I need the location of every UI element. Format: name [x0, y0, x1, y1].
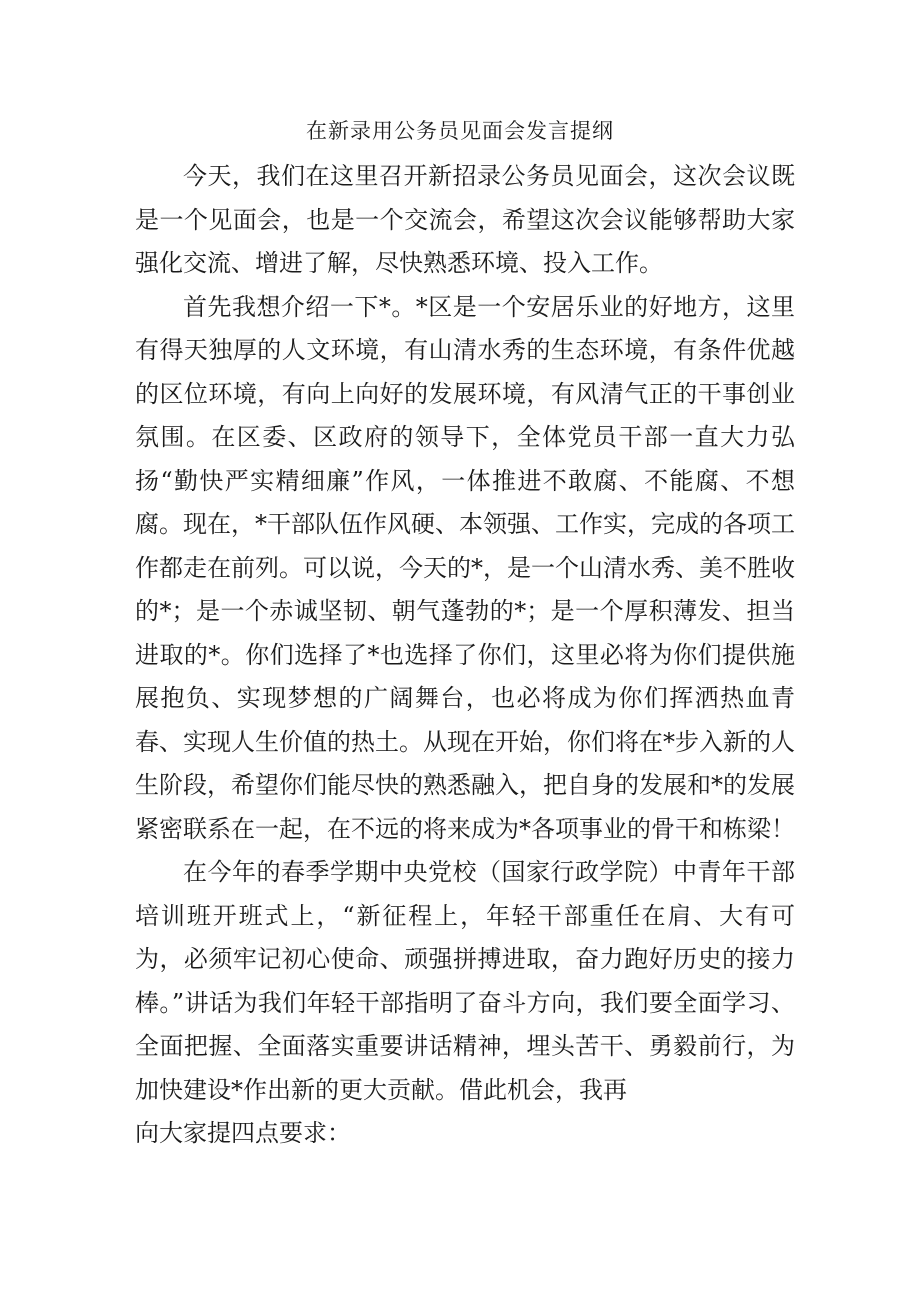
paragraph-intro: 今天，我们在这里召开新招录公务员见面会，这次会议既是一个见面会，也是一个交流会，希望这次会议能够帮助大家强化交流、增进了解，尽快熟悉环境、投入工作。: [135, 162, 795, 277]
paragraph-requirements-lead: 向大家提四点要求：: [135, 1119, 351, 1147]
paragraph-training-speech: 在今年的春季学期中央党校（国家行政学院）中青年干部培训班开班式上，“新征程上，年轻干部重任在肩、大有可为，必须牢记初心使命、顽强拼搏进取，奋力跑好历史的接力棒。”讲话为我们年轻干部指明了奋斗方向，我们要全面学习、全面把握、全面落实重要讲话精神，埋头苦干、勇毅前行，为加快建设*作出新的更大贡献。借此机会，我再: [135, 858, 795, 1104]
document-title: 在新录用公务员见面会发言提纲: [306, 119, 614, 143]
document-body: [135, 155, 795, 1156]
paragraph-district-introduction: 首先我想介绍一下*。*区是一个安居乐业的好地方，这里有得天独厚的人文环境，有山清水秀的生态环境，有条件优越的区位环境，有向上向好的发展环境，有风清气正的干事创业氛围。在区委、区政府的领导下，全体党员干部一直大力弘扬“勤快严实精细廉”作风，一体推进不敢腐、不能腐、不想腐。现在，*干部队伍作风硬、本领强、工作实，完成的各项工作都走在前列。可以说，今天的*，是一个山清水秀、美不胜收的*；是一个赤诚坚韧、朝气蓬勃的*；是一个厚积薄发、担当进取的*。你们选择了*也选择了你们，这里必将为你们提供施展抱负、实现梦想的广阔舞台，也必将成为你们挥洒热血青春、实现人生价值的热土。从现在开始，你们将在*步入新的人生阶段，希望你们能尽快的熟悉融入，把自身的发展和*的发展紧密联系在一起，在不远的将来成为*各项事业的骨干和栋梁！: [135, 292, 795, 843]
